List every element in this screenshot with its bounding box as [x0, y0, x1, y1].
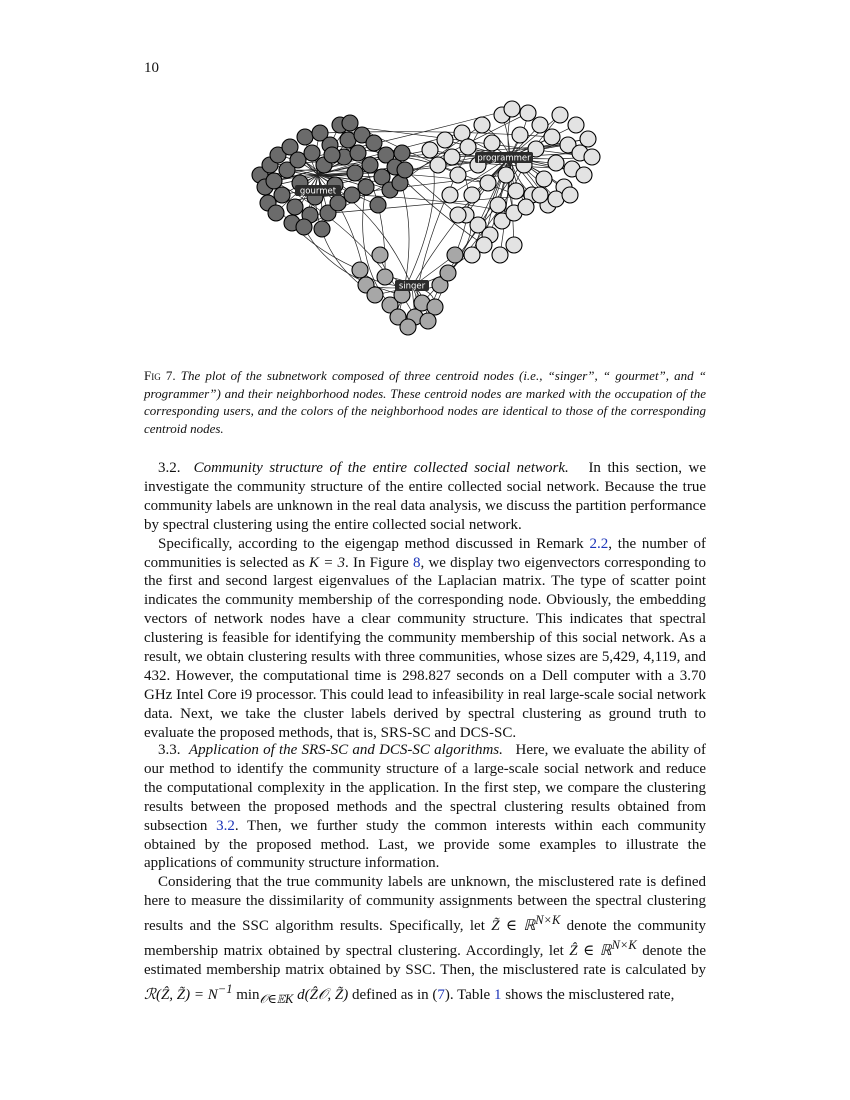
math-sub: 𝒪∈𝔼K	[259, 991, 294, 1006]
programmer-node	[552, 107, 568, 123]
math-z-tilde	[491, 913, 561, 935]
programmer-node	[544, 129, 560, 145]
math-sup: N×K	[535, 913, 561, 928]
programmer-node	[576, 167, 592, 183]
programmer-node	[508, 183, 524, 199]
programmer-node	[532, 187, 548, 203]
singer-node	[400, 319, 416, 335]
text-run: Here, we evaluate the ability of our method to identify the community structure of a large-scale social network and reduce the computational complexity in the application. In the first step, we compare the clustering results between the proposed methods and the spectral clustering results obtained from subsection	[144, 742, 706, 834]
figure-link[interactable]: 8	[413, 554, 421, 571]
gourmet-node	[287, 199, 303, 215]
text-run: denote the estimated membership matrix obtained by SSC. Then, the misclustered rate is calculated by	[144, 943, 706, 978]
section-3-2-p1: In this section, we investigate the community structure of the entire collected social network. Because the true community labels are unknown in the real data analysis, we discuss the partition performance by spectral clustering using the entire collected social network.	[144, 460, 707, 533]
programmer-node	[584, 149, 600, 165]
section-3-3-number: 3.3.	[158, 742, 181, 758]
singer-node	[420, 313, 436, 329]
gourmet-node	[296, 219, 312, 235]
gourmet-node	[330, 195, 346, 211]
gourmet-node	[350, 145, 366, 161]
math-run: Z̃ ∈ ℝ	[491, 918, 536, 935]
singer-node	[352, 262, 368, 278]
math-sup: N×K	[611, 938, 637, 953]
gourmet-node	[297, 129, 313, 145]
math-run: Ẑ ∈ ℝ	[569, 943, 612, 960]
programmer-node	[518, 199, 534, 215]
gourmet-node	[370, 197, 386, 213]
programmer-node	[442, 187, 458, 203]
text-run: shows the misclustered rate,	[501, 986, 675, 1003]
programmer-node	[450, 207, 466, 223]
programmer-node	[464, 187, 480, 203]
gourmet-node	[304, 145, 320, 161]
programmer-node	[437, 132, 453, 148]
section-3-3-paragraph-2	[144, 873, 706, 1008]
programmer-node	[536, 171, 552, 187]
programmer-node	[562, 187, 578, 203]
programmer-node	[464, 247, 480, 263]
figure-caption-label: Fig 7.	[144, 368, 176, 383]
network-graph	[240, 95, 610, 340]
singer-node	[377, 269, 393, 285]
programmer-node	[480, 175, 496, 191]
programmer-node	[548, 155, 564, 171]
programmer-node	[512, 127, 528, 143]
math-misclustered-rate	[144, 981, 349, 1006]
gourmet-node	[347, 165, 363, 181]
singer-node	[440, 265, 456, 281]
programmer-node	[474, 117, 490, 133]
text-run: Specifically, according to the eigengap method discussed in Remark	[158, 535, 590, 552]
singer-node	[372, 247, 388, 263]
section-3-2	[144, 459, 706, 743]
section-3-2-paragraph-2	[144, 535, 706, 743]
section-3-3-title: Application of the SRS-SC and DCS-SC algorithms.	[188, 742, 503, 758]
singer-label: singer	[398, 281, 426, 292]
section-3-2-title: Community structure of the entire collected social network.	[193, 460, 569, 476]
singer-node	[447, 247, 463, 263]
gourmet-node	[397, 162, 413, 178]
gourmet-node	[268, 205, 284, 221]
gourmet-node	[266, 173, 282, 189]
programmer-node	[520, 105, 536, 121]
table-link[interactable]: 1	[493, 986, 502, 1003]
gourmet-node	[274, 187, 290, 203]
text-run: ). Table	[444, 986, 494, 1003]
text-run: defined as in (	[348, 986, 438, 1003]
gourmet-node	[394, 145, 410, 161]
gourmet-label: gourmet	[299, 186, 337, 197]
gourmet-node	[344, 187, 360, 203]
programmer-node	[460, 139, 476, 155]
text-run: . In Figure	[345, 554, 414, 571]
gourmet-node	[362, 157, 378, 173]
singer-node	[367, 287, 383, 303]
equation-link[interactable]: 7	[437, 986, 445, 1003]
programmer-node	[422, 142, 438, 158]
programmer-node	[568, 117, 584, 133]
page-number: 10	[144, 60, 159, 76]
remark-link[interactable]: 2.2	[589, 535, 609, 552]
subsection-link[interactable]: 3.2	[216, 817, 235, 834]
section-3-2-number: 3.2.	[158, 460, 181, 476]
programmer-node	[450, 167, 466, 183]
programmer-node	[548, 191, 564, 207]
programmer-node	[498, 167, 514, 183]
programmer-node	[444, 149, 460, 165]
text-run: Considering that the true community labels are unknown, the misclustered rate is defined here to measure the dissimilarity of community assignments between the spectral clustering results and the SSC algorithm results. Specifically, let	[144, 874, 706, 935]
math-run: d(Ẑ𝒪, Z̃)	[293, 986, 349, 1003]
text-run: , we display two eigenvectors corresponding to the first and second largest eigenvalues of the Laplacian matrix. The type of scatter point indicates the community membership of the corresponding node. Obviously, the embedding vectors of network nodes have a clear community structure. This indicates that spectral clustering is feasible for identifying the community membership of this social network. As a result, we obtain clustering results with three communities, whose sizes are 5,429, 4,119, and 432. However, the computational time is 298.827 seconds on a Dell computer with a 3.70 GHz Intel Core i9 processor. This could lead to infeasibility in real large-scale social network data. Next, we take the cluster labels derived by spectral clustering as ground truth to evaluate the proposed methods, that is, SRS-SC and DCS-SC.	[144, 554, 706, 741]
figure-caption	[144, 367, 706, 437]
math-run: min	[232, 986, 260, 1003]
programmer-node	[532, 117, 548, 133]
section-3-3-paragraph-1	[144, 741, 706, 873]
gourmet-node	[314, 221, 330, 237]
text-run: . Then, we further study the common interests within each community obtained by the proposed method. Last, we provide some examples to illustrate the applications of community structure information.	[144, 817, 707, 872]
programmer-label: programmer	[477, 153, 531, 164]
gourmet-node	[324, 147, 340, 163]
math-k: K = 3	[309, 554, 346, 571]
programmer-node	[430, 157, 446, 173]
programmer-node	[506, 237, 522, 253]
gourmet-node	[366, 135, 382, 151]
text-run: , the number of communities is selected as	[144, 535, 707, 571]
figure-caption-text: The plot of the subnetwork composed of three centroid nodes (i.e., “singer”, “ gourmet”, and “ programmer”) and their neighborhood nodes. These centroid nodes are marked with the occupation of the corresponding users, and the colors of the neighborhood nodes are identical to those of the corresponding centroid nodes.	[144, 368, 706, 436]
programmer-node	[492, 247, 508, 263]
section-3-3	[144, 741, 706, 1009]
math-run: ℛ(Ẑ, Z̃) = N	[144, 986, 218, 1003]
network-figure	[240, 95, 610, 340]
programmer-node	[490, 197, 506, 213]
programmer-node	[504, 101, 520, 117]
section-3-2-paragraph-1	[144, 459, 706, 535]
math-sup: −1	[217, 981, 233, 996]
programmer-node	[484, 135, 500, 151]
text-run: denote the community membership matrix obtained by spectral clustering. Accordingly, let	[144, 918, 707, 960]
gourmet-node	[358, 179, 374, 195]
programmer-node	[580, 131, 596, 147]
math-z-hat	[569, 938, 637, 960]
gourmet-node	[342, 115, 358, 131]
